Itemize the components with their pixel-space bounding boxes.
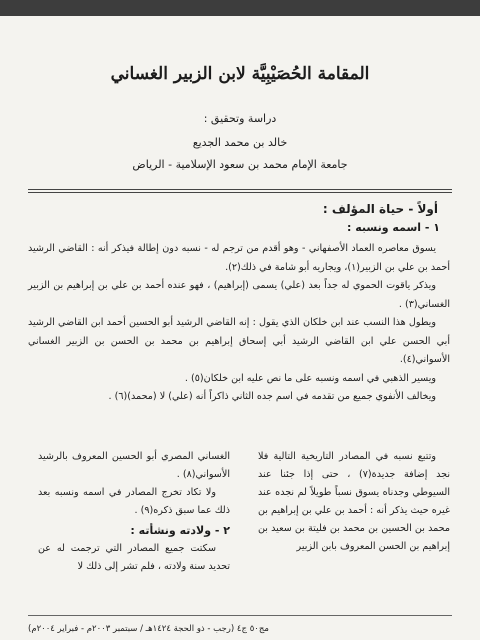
left-column [38,448,230,576]
paragraph: ويسير الذهبي في اسمه ونسبه على ما نص عليه ابن خلكان(٥) . [184,372,436,384]
subsection-title: ٢ - ولادته ونشأته : [130,524,230,537]
article-title: المقامة الحُصَيْبِيَّة لابن الزبير الغساني [110,64,370,84]
divider-line [28,192,452,193]
divider-line [28,189,452,190]
institution: جامعة الإمام محمد بن سعود الإسلامية - الرياض [132,158,348,171]
two-column-section [28,448,450,610]
author-name: خالد بن محمد الجديع [192,136,288,149]
paragraph: الغساني المصري أبو الحسين المعروف بالرشيد الأسواني(٨) . [38,451,230,480]
paragraph: ويطول هذا النسب عند ابن خلكان الذي يقول : إنه القاضي الرشيد أبو الحسين أحمد ابن القاضي الرشيد أبي الحسن علي ابن القاضي الرشيد أبي إسحاق إبراهيم بن محمد بن الحسن بن الزبير الغساني الأسواني(٤). [28,317,450,365]
paragraph: ويخالف الأنفوي جميع من تقدمه في اسم جده الثاني ذاكراً أنه (علي) لا (محمد)(٦) . [108,391,436,402]
paragraph: يسوق معاصره العماد الأصفهاني - وهو أقدم من ترجم له - نسبه دون إطالة فيذكر أنه : القاضي الرشيد أحمد بن علي بن الزبير(١)، ويجاريه أبو شامة في ذلك(٢). [28,243,450,273]
body-text [28,240,450,407]
study-label: دراسة وتحقيق : [203,112,277,125]
footer-citation: مج٥٠ ج٤ (رجب - ذو الحجة ١٤٢٤هـ / سبتمبر ٢٠٠٣م - فبراير ٢٠٠٤م) [28,624,269,634]
top-bar [0,0,480,16]
section-title: أولاً - حياة المؤلف : [322,202,438,216]
footer-divider [28,615,452,616]
paragraph: وتتبع نسبه في المصادر التاريخية التالية فلا نجد إضافة جديدة(٧) ، حتى إذا جئنا عند السيوطي وجدناه يسوق نسباً طويلاً لم نجده عند غيره حيث يذكر أنه : أحمد بن علي بن إبراهيم بن محمد بن الحسين بن محمد بن فليتة بن سعيد بن إبراهيم بن الحسن المعروف بابن الزبير [258,451,451,552]
paragraph: ولا تكاد تخرج المصادر في اسمه ونسبه بعد ذلك عما سبق ذكره(٩) . [38,487,230,516]
right-column [258,448,450,556]
paragraph: سكتت جميع المصادر التي ترجمت له عن تحديد سنة ولادته ، فلم تشر إلى ذلك لا [38,543,230,572]
subsection-title: ١ - اسمه ونسبه : [347,221,440,234]
paragraph: ويذكر ياقوت الحموي له جداً بعد (علي) يسمى (إبراهيم) ، فهو عنده أحمد بن علي بن إبراهيم بن الزبير الغساني(٣) . [28,280,450,310]
